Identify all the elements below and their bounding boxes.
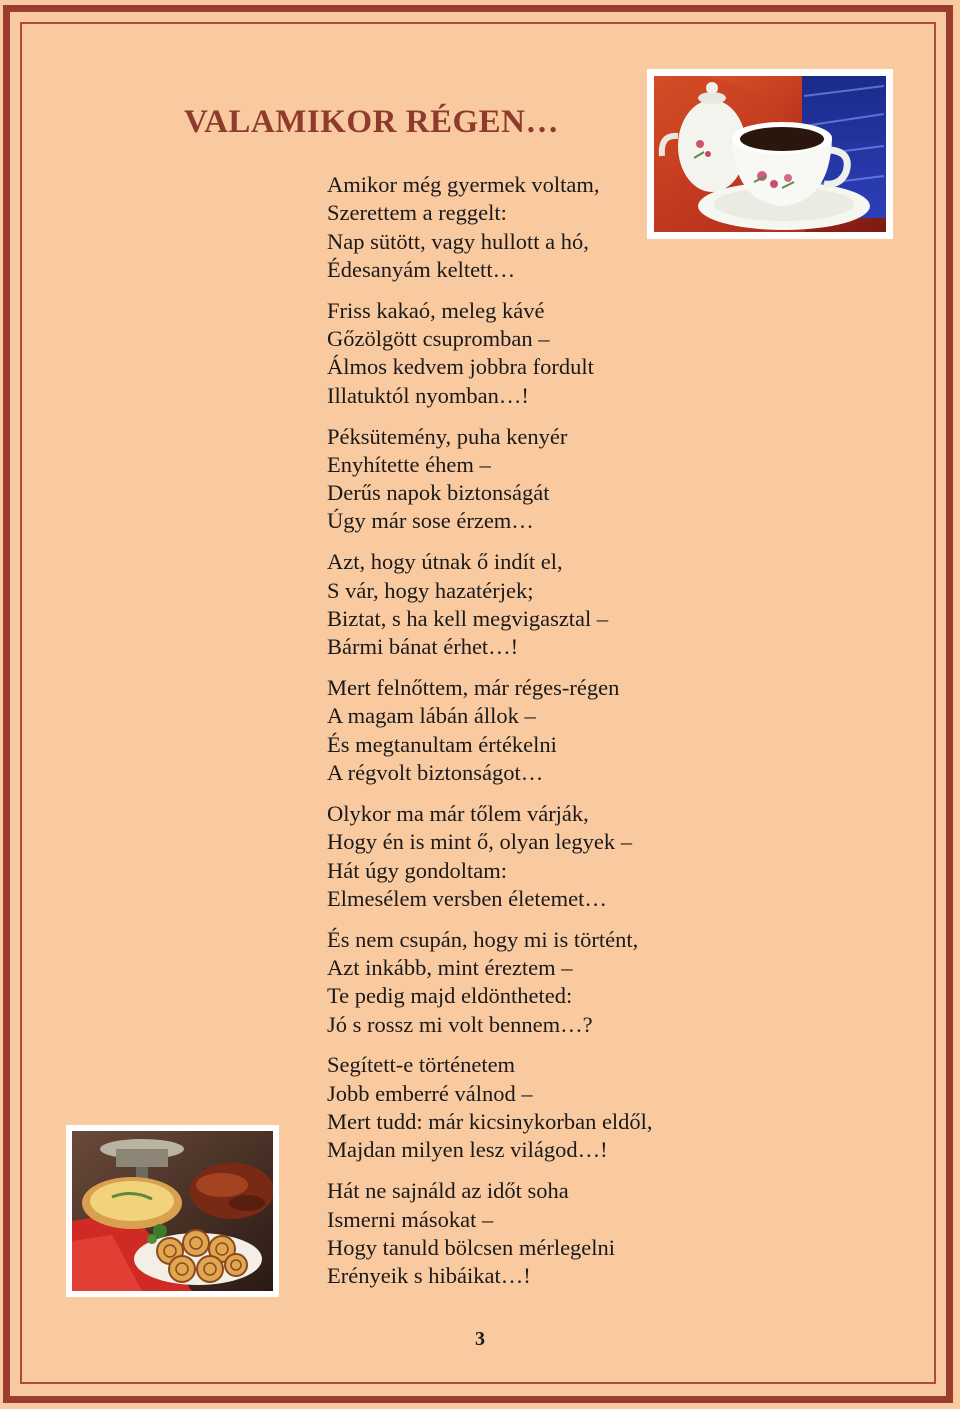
poem-line: Segített-e történetem xyxy=(327,1052,516,1078)
poem-line: Olykor ma már tőlem várják, xyxy=(327,800,589,826)
poem-line: Úgy már sose érzem… xyxy=(327,508,534,534)
poem-line: Illatuktól nyomban…! xyxy=(327,382,529,408)
stanza xyxy=(327,800,727,913)
stanza xyxy=(327,1177,727,1290)
poem-line: Gőzölgött csupromban – xyxy=(327,326,550,352)
poem-line: És nem csupán, hogy mi is történt, xyxy=(327,926,639,952)
poem-line: A régvolt biztonságot… xyxy=(327,760,544,786)
poem-line: Bármi bánat érhet…! xyxy=(327,634,519,660)
poem-line: Édesanyám keltett… xyxy=(327,256,516,282)
poem-line: Majdan milyen lesz világod…! xyxy=(327,1137,608,1163)
stanza xyxy=(327,423,727,536)
poem-line: Mert tudd: már kicsinykorban eldől, xyxy=(327,1109,653,1135)
poem-line: Te pedig majd eldöntheted: xyxy=(327,983,573,1009)
poem-line: Hát ne sajnáld az időt soha xyxy=(327,1178,569,1204)
poem-line: Hogy én is mint ő, olyan legyek – xyxy=(327,829,632,855)
poem-body xyxy=(327,171,727,1303)
poem-line: Friss kakaó, meleg kávé xyxy=(327,297,545,323)
stanza xyxy=(327,171,727,284)
poem-line: Azt inkább, mint éreztem – xyxy=(327,954,573,980)
poem-line: Biztat, s ha kell megvigasztal – xyxy=(327,605,609,631)
poem-line: Mert felnőttem, már réges-régen xyxy=(327,675,620,701)
pastries-illustration xyxy=(72,1131,273,1291)
poem-line: A magam lábán állok – xyxy=(327,703,536,729)
poem-line: Jó s rossz mi volt bennem…? xyxy=(327,1011,593,1037)
poem-line: Szerettem a reggelt: xyxy=(327,200,507,226)
poem-line: S vár, hogy hazatérjek; xyxy=(327,577,534,603)
poem-line: Derűs napok biztonságát xyxy=(327,480,550,506)
stanza xyxy=(327,1051,727,1164)
poem-title: VALAMIKOR RÉGEN… xyxy=(184,104,560,140)
poem-line: És megtanultam értékelni xyxy=(327,731,557,757)
poem-line: Álmos kedvem jobbra fordult xyxy=(327,354,594,380)
pastries-image xyxy=(66,1125,279,1297)
stanza xyxy=(327,548,727,661)
stanza xyxy=(327,926,727,1039)
poem-line: Amikor még gyermek voltam, xyxy=(327,172,600,197)
poem-line: Ismerni másokat – xyxy=(327,1206,494,1232)
stanza xyxy=(327,297,727,410)
poem-line: Hát úgy gondoltam: xyxy=(327,857,507,883)
poem-line: Elmesélem versben életemet… xyxy=(327,885,607,911)
poem-line: Azt, hogy útnak ő indít el, xyxy=(327,549,563,575)
poem-line: Hogy tanuld bölcsen mérlegelni xyxy=(327,1234,616,1260)
poem-line: Jobb emberré válnod – xyxy=(327,1080,533,1106)
poem-line: Erényeik s hibáikat…! xyxy=(327,1263,531,1289)
poem-line: Enyhítette éhem – xyxy=(327,451,491,477)
stanza xyxy=(327,674,727,787)
page-number: 3 xyxy=(475,1328,485,1350)
poem-line: Péksütemény, puha kenyér xyxy=(327,423,568,449)
poem-line: Nap sütött, vagy hullott a hó, xyxy=(327,228,589,254)
